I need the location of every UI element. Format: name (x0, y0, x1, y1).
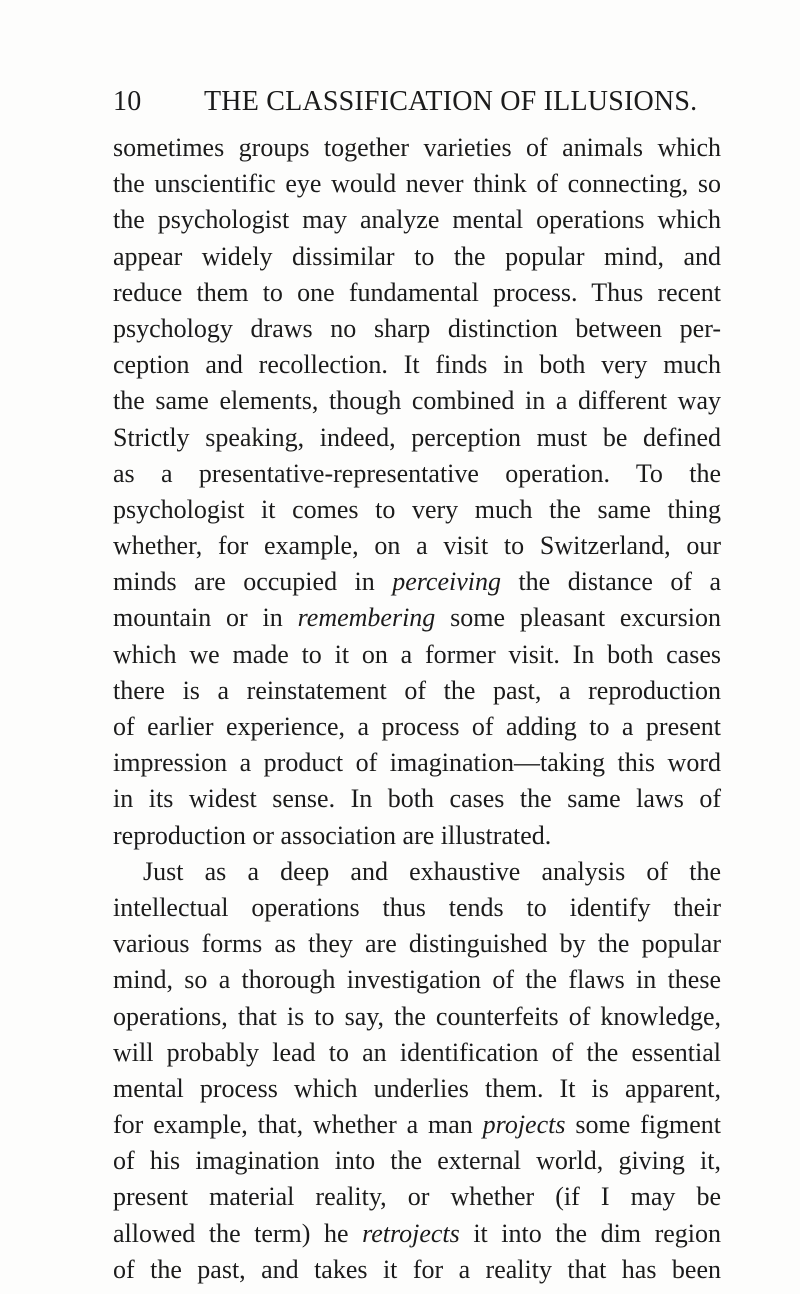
text-line (113, 311, 721, 347)
text-segment: Just as a deep and exhaustive analysis of the (143, 856, 721, 886)
text-line (113, 999, 721, 1035)
text-segment: Strictly speaking, indeed, perception must be defined (113, 422, 721, 452)
text-line (113, 420, 721, 456)
text-segment: the distance of a (501, 567, 721, 597)
text-line (113, 1071, 721, 1107)
text-line (113, 962, 721, 998)
text-line (113, 1179, 721, 1215)
italic-word: remembering (297, 603, 436, 633)
text-segment: allowed the term) he (113, 1218, 363, 1248)
text-segment: present material reality, or whether (if I may be (113, 1182, 721, 1212)
text-segment: it into the dim region (459, 1218, 721, 1248)
text-segment: of earlier experience, a process of adding to a present (113, 712, 721, 741)
text-line (113, 1143, 721, 1179)
text-line (113, 383, 721, 419)
text-segment: the unscientific eye would never think of connecting, so (113, 169, 721, 199)
text-segment: the psychologist may analyze mental operations which (113, 205, 721, 235)
text-segment: reproduction or association are illustrated. (113, 820, 552, 850)
text-segment: ception and recollection. It finds in both very much (113, 350, 721, 380)
text-segment: appear widely dissimilar to the popular mind, and (113, 241, 721, 271)
italic-word: projects (482, 1110, 566, 1140)
text-line (113, 456, 721, 492)
text-line (113, 166, 721, 202)
text-line (113, 673, 721, 709)
text-segment: intellectual operations thus tends to identify their (113, 892, 721, 922)
text-line (113, 1035, 721, 1071)
text-segment: there is a reinstatement of the past, a reproduction (113, 675, 721, 705)
text-line (113, 347, 721, 383)
body-text (113, 130, 721, 1288)
text-line (113, 528, 721, 564)
text-line (113, 1252, 721, 1288)
text-segment: whether, for example, on a visit to Switzerland, our (113, 531, 721, 561)
text-line (113, 239, 721, 275)
text-segment: sometimes groups together varieties of animals which (113, 133, 721, 162)
text-segment: operations, that is to say, the counterfeits of knowledge, (113, 1001, 721, 1031)
text-line (113, 854, 721, 890)
text-line (113, 745, 721, 781)
text-line (113, 890, 721, 926)
italic-word: retrojects (362, 1218, 460, 1248)
text-segment: the same elements, though combined in a different way (113, 386, 721, 416)
text-segment: for example, that, whether a man (113, 1110, 483, 1140)
text-line (113, 492, 721, 528)
text-segment: impression a product of imagination—taking this word (113, 748, 721, 778)
text-line (113, 600, 721, 636)
text-line (113, 637, 721, 673)
text-line (113, 709, 721, 745)
text-segment: mental process which underlies them. It is apparent, (113, 1073, 721, 1103)
text-line (113, 130, 721, 166)
text-segment: psychology draws no sharp distinction between per- (113, 313, 721, 343)
text-segment: psychologist it comes to very much the same thing (113, 494, 721, 524)
text-segment: will probably lead to an identification of the essential (113, 1037, 721, 1067)
text-line (113, 818, 721, 854)
italic-word: perceiving (392, 567, 501, 597)
text-line (113, 1216, 721, 1252)
text-segment: minds are occupied in (113, 567, 393, 597)
text-segment: of the past, and takes it for a reality that has been (113, 1254, 721, 1284)
text-line (113, 926, 721, 962)
text-segment: some figment (565, 1110, 721, 1140)
text-line (113, 202, 721, 238)
text-segment: reduce them to one fundamental process. Thus recent (113, 277, 721, 307)
text-line (113, 275, 721, 311)
running-head (113, 82, 733, 122)
running-title: THE CLASSIFICATION OF ILLUSIONS. (204, 86, 698, 117)
text-segment: in its widest sense. In both cases the same laws of (113, 784, 721, 814)
text-segment: mountain or in (113, 603, 298, 633)
text-segment: which we made to it on a former visit. In both cases (113, 639, 721, 669)
text-segment: as a presentative-representative operation. To the (113, 458, 721, 488)
text-segment: various forms as they are distinguished by the popular (113, 929, 721, 959)
text-segment: of his imagination into the external world, giving it, (113, 1146, 721, 1176)
text-line (113, 564, 721, 600)
text-segment: mind, so a thorough investigation of the flaws in these (113, 965, 721, 995)
text-line (113, 781, 721, 817)
text-segment: some pleasant excursion (435, 603, 721, 633)
page-number: 10 (113, 86, 142, 117)
text-line (113, 1107, 721, 1143)
